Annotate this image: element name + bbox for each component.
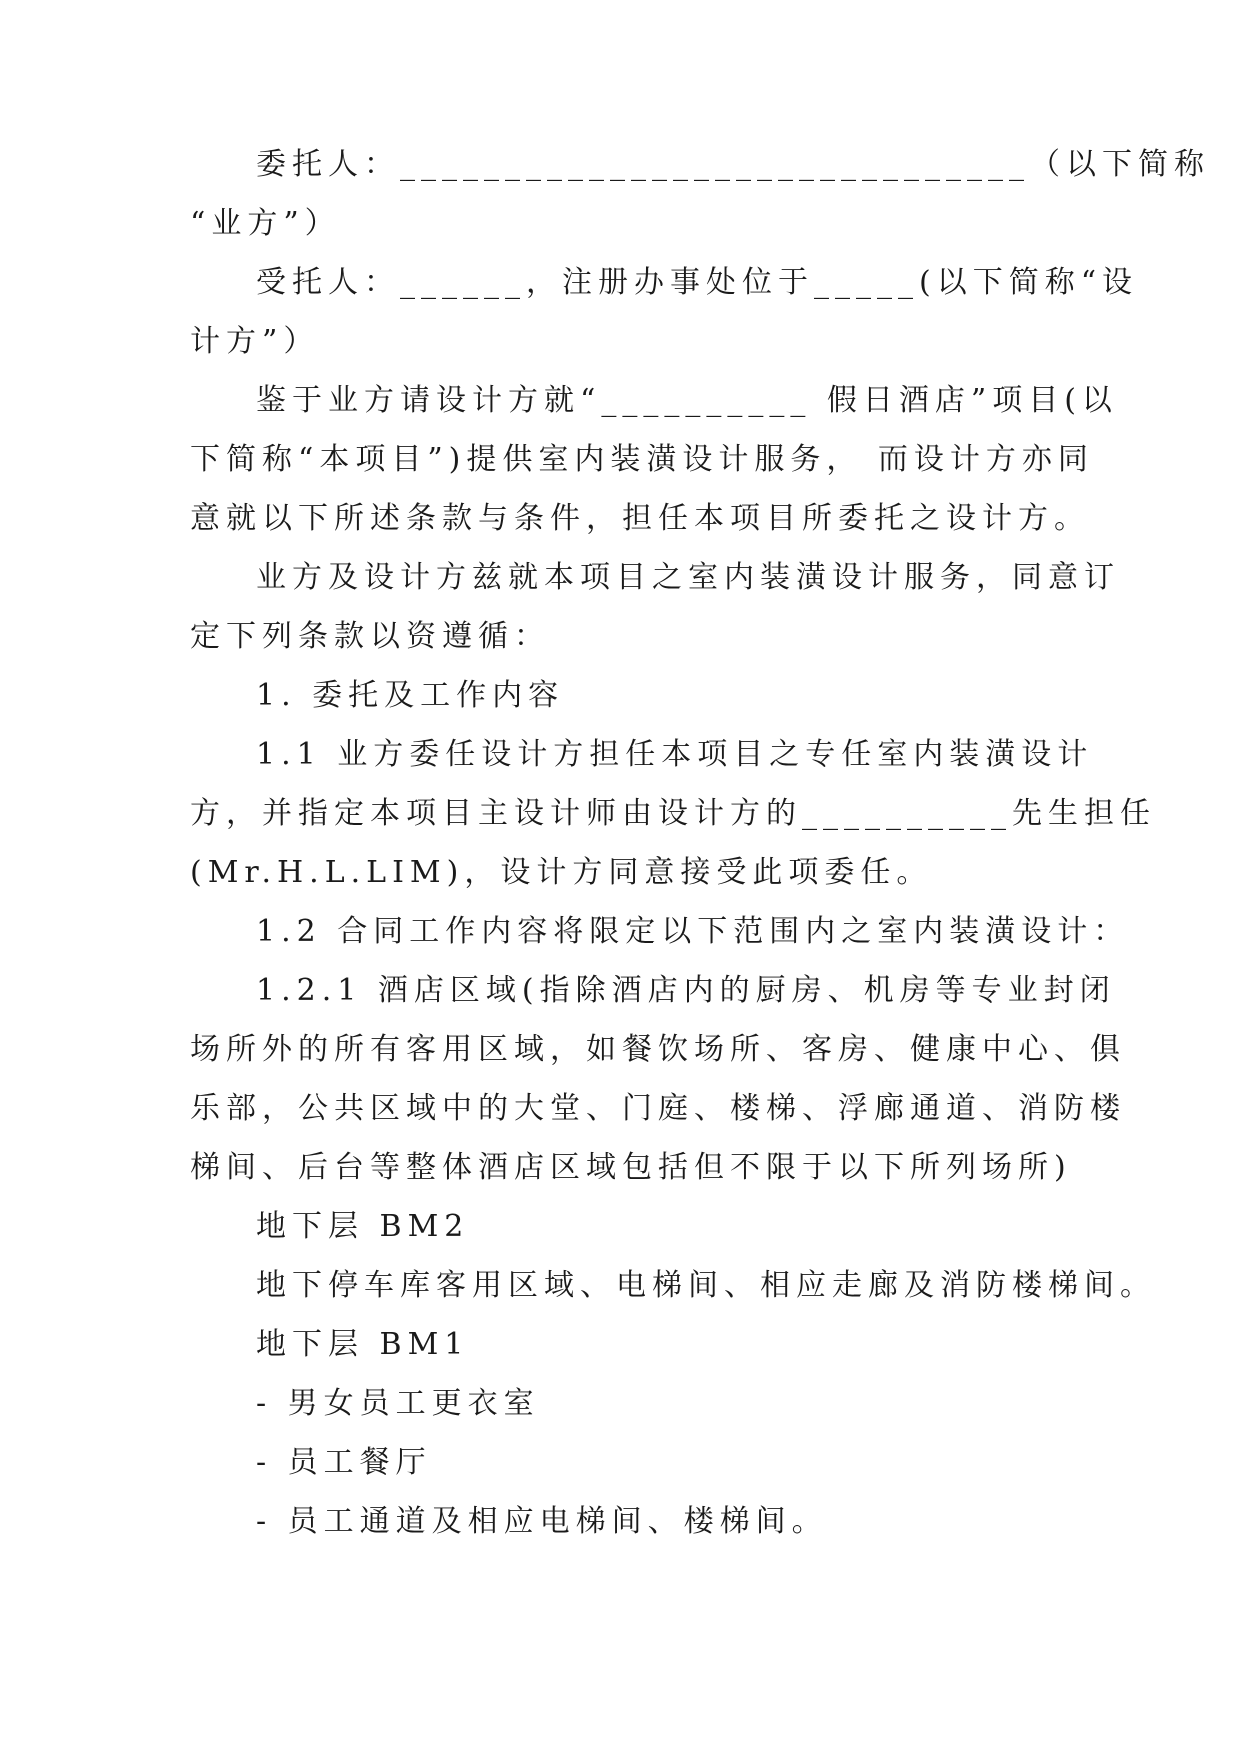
- text-line: 乐部，公共区域中的大堂、门庭、楼梯、浮廊通道、消防楼: [190, 1091, 1126, 1126]
- text-line: 定下列条款以资遵循：: [190, 619, 550, 654]
- paragraph-floor-bm2-desc: [190, 1256, 1156, 1315]
- paragraph-section-1: [190, 666, 1050, 725]
- text-line: 下简称“本项目”)提供室内装潢设计服务， 而设计方亦同: [190, 442, 1094, 477]
- text-line: (Mr.H.L.LIM)，设计方同意接受此项委任。: [190, 855, 933, 890]
- paragraph-recital-2: [190, 548, 1120, 666]
- text-line: 1. 委托及工作内容: [256, 678, 565, 713]
- paragraph-floor-bm2: [190, 1197, 1050, 1256]
- text-line: 业方及设计方兹就本项目之室内装潢设计服务，同意订: [256, 560, 1120, 595]
- text-line: 委托人：______________________________（以下简称: [256, 147, 1210, 182]
- paragraph-agent: [190, 253, 1139, 371]
- paragraph-client: [190, 135, 1210, 253]
- text-line: 1.1 业方委任设计方担任本项目之专任室内装潢设计: [256, 737, 1094, 772]
- list-item: - 员工餐厅: [256, 1445, 432, 1480]
- text-line: 受托人：______，注册办事处位于_____(以下简称“设: [256, 265, 1139, 300]
- text-line: 场所外的所有客用区域，如餐饮场所、客房、健康中心、俱: [190, 1032, 1126, 1067]
- text-line: 1.2.1 酒店区域(指除酒店内的厨房、机房等专业封闭: [256, 973, 1116, 1008]
- text-line: 意就以下所述条款与条件，担任本项目所委托之设计方。: [190, 501, 1090, 536]
- paragraph-clause-1-2: [190, 902, 1130, 961]
- text-line: 地下层 BM2: [256, 1209, 470, 1244]
- text-line: 1.2 合同工作内容将限定以下范围内之室内装潢设计：: [256, 914, 1130, 949]
- list-item: - 男女员工更衣室: [256, 1386, 540, 1421]
- paragraph-recital-1: [190, 371, 1118, 548]
- text-line: 鉴于业方请设计方就“__________ 假日酒店”项目(以: [256, 383, 1118, 418]
- paragraph-clause-1-1: [190, 725, 1156, 902]
- text-line: 方，并指定本项目主设计师由设计方的__________先生担任: [190, 796, 1156, 831]
- list-item: - 员工通道及相应电梯间、楼梯间。: [256, 1504, 828, 1539]
- text-line: 梯间、后台等整体酒店区域包括但不限于以下所列场所): [190, 1150, 1072, 1185]
- text-line: 计方”）: [190, 324, 320, 359]
- text-line: 地下层 BM1: [256, 1327, 470, 1362]
- contract-body: [190, 135, 1210, 1551]
- paragraph-clause-1-2-1: [190, 961, 1126, 1197]
- paragraph-floor-bm1: [190, 1315, 1050, 1374]
- text-line: 地下停车库客用区域、电梯间、相应走廊及消防楼梯间。: [256, 1268, 1156, 1303]
- text-line: “业方”）: [190, 206, 341, 241]
